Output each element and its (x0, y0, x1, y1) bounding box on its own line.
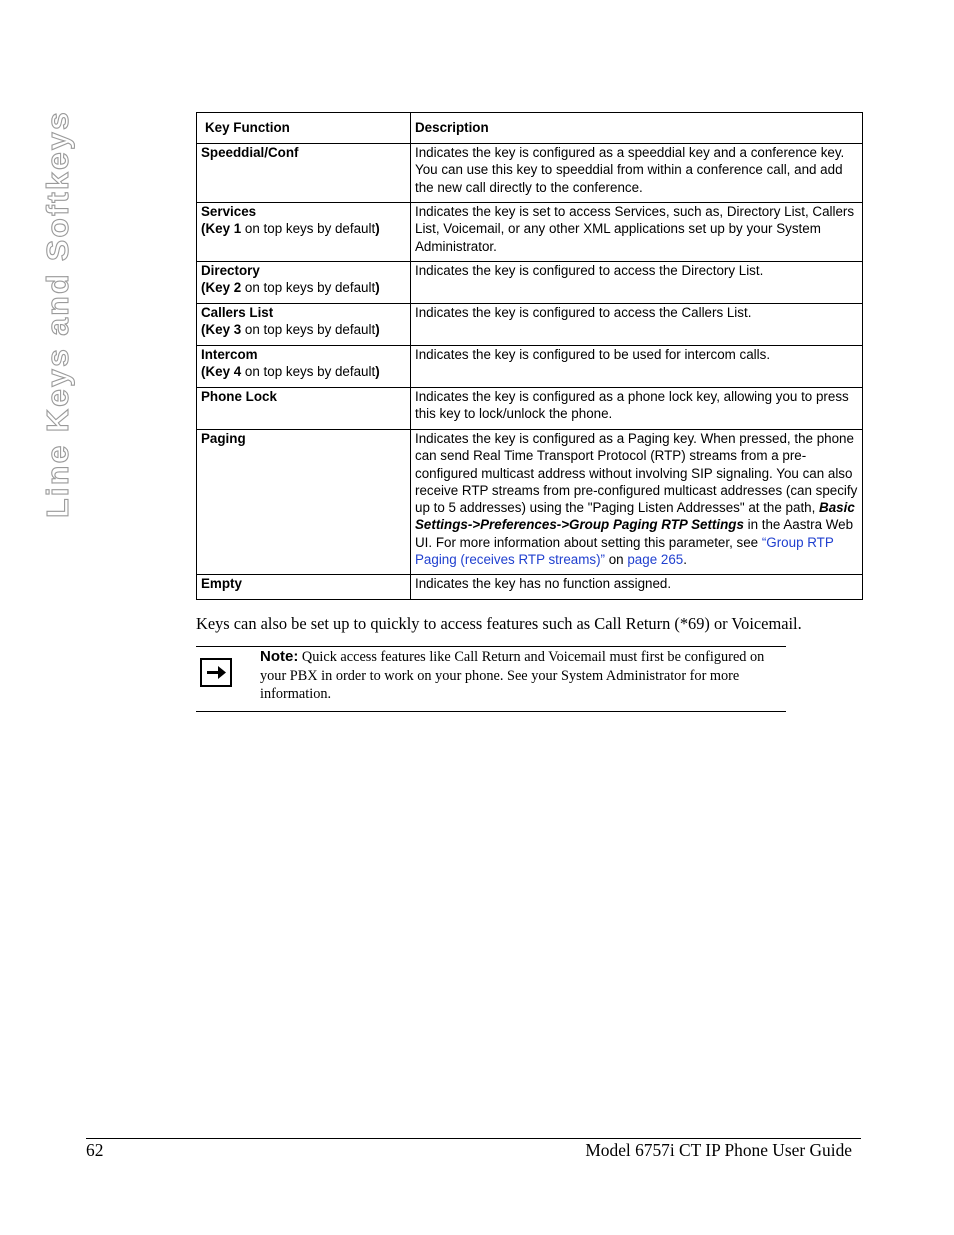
paging-on-text: on (605, 552, 628, 568)
key-function-cell (197, 203, 411, 262)
key-paren-close: ) (375, 364, 380, 380)
section-side-title (34, 108, 80, 520)
description-cell: Indicates the key is configured to be used for intercom calls. (411, 346, 863, 388)
description-cell (411, 430, 863, 575)
arrow-right-icon (200, 658, 232, 687)
description-cell: Indicates the key has no function assigned. (411, 575, 863, 600)
key-name: Paging (201, 431, 246, 446)
key-paren-open: ( (201, 221, 206, 237)
header-key-function: Key Function (197, 113, 411, 144)
table-row (197, 203, 863, 262)
paging-desc-part1: Indicates the key is configured as a Paging key. When pressed, the phone can send Real Time Transport Protocol (RTP) streams from a pre-configured multicast address without involving SIP signaling. You can also receive RTP streams from pre-configured multicast addresses (can specify up to 5 addresses) using the "Paging Listen Addresses" at the path, (415, 431, 858, 516)
table-row (197, 262, 863, 304)
key-function-cell (197, 144, 411, 203)
key-function-cell (197, 262, 411, 304)
paging-end-text: . (683, 552, 687, 568)
key-paren-close: ) (375, 280, 380, 296)
key-function-cell (197, 388, 411, 430)
note-text (260, 648, 788, 704)
key-name: Empty (201, 576, 242, 591)
note-label: Note: (260, 648, 299, 665)
key-name: Intercom (201, 347, 258, 362)
key-name: Speeddial/Conf (201, 145, 299, 160)
key-paren-close: ) (375, 322, 380, 338)
group-rtp-paging-link[interactable]: “Group RTP Paging (receives RTP streams)” (415, 534, 834, 568)
key-name: Phone Lock (201, 389, 277, 404)
description-cell: Indicates the key is configured to access the Directory List. (411, 262, 863, 304)
intro-paragraph: Keys can also be set up to quickly to access features such as Call Return (*69) or Voicemail. (196, 614, 802, 633)
table-row (197, 575, 863, 600)
footer-rule (86, 1138, 861, 1139)
key-function-cell (197, 430, 411, 575)
key-paren-open: ( (201, 280, 206, 296)
note-box (196, 646, 786, 712)
key-number: Key 3 (205, 322, 242, 338)
description-cell: Indicates the key is configured to access the Callers List. (411, 304, 863, 346)
key-default-note: on top keys by default (241, 280, 376, 296)
key-name: Callers List (201, 305, 274, 320)
description-cell: Indicates the key is configured as a speeddial key and a conference key. You can use this key to speeddial from within a conference call, and add the new call directly to the conference. (411, 144, 863, 203)
table-row (197, 346, 863, 388)
key-function-cell (197, 575, 411, 600)
page-265-link[interactable]: page 265 (627, 552, 684, 568)
description-cell: Indicates the key is configured as a phone lock key, allowing you to press this key to lock/unlock the phone. (411, 388, 863, 430)
key-paren-open: ( (201, 322, 206, 338)
settings-path: Basic Settings->Preferences->Group Paging RTP Settings (415, 500, 855, 533)
key-function-cell (197, 346, 411, 388)
key-default-note: on top keys by default (241, 221, 376, 237)
key-default-note: on top keys by default (241, 364, 376, 380)
section-side-title-text: Line Keys and Softkeys (40, 121, 75, 518)
key-default-note: on top keys by default (241, 322, 376, 338)
key-name: Directory (201, 263, 260, 278)
table-header-row (197, 113, 863, 144)
table-row (197, 144, 863, 203)
key-function-table (196, 112, 863, 600)
description-cell: Indicates the key is set to access Services, such as, Directory List, Callers List, Voicemail, or any other XML applications set up by your System Administrator. (411, 203, 863, 262)
note-body: Quick access features like Call Return and Voicemail must first be configured on your PBX in order to work on your phone. See your System Administrator for more information. (260, 649, 765, 703)
table-row (197, 388, 863, 430)
page-number: 62 (86, 1140, 104, 1160)
key-name: Services (201, 204, 257, 219)
key-number: Key 2 (205, 280, 242, 296)
key-function-cell (197, 304, 411, 346)
key-paren-open: ( (201, 364, 206, 380)
header-description: Description (411, 113, 863, 144)
key-paren-close: ) (375, 221, 380, 237)
table-row (197, 430, 863, 575)
key-number: Key 4 (205, 364, 242, 380)
key-number: Key 1 (205, 221, 242, 237)
table-row (197, 304, 863, 346)
paging-desc-part2: in the Aastra Web UI. For more information about setting this parameter, see (415, 517, 854, 550)
guide-title: Model 6757i CT IP Phone User Guide (585, 1140, 852, 1160)
